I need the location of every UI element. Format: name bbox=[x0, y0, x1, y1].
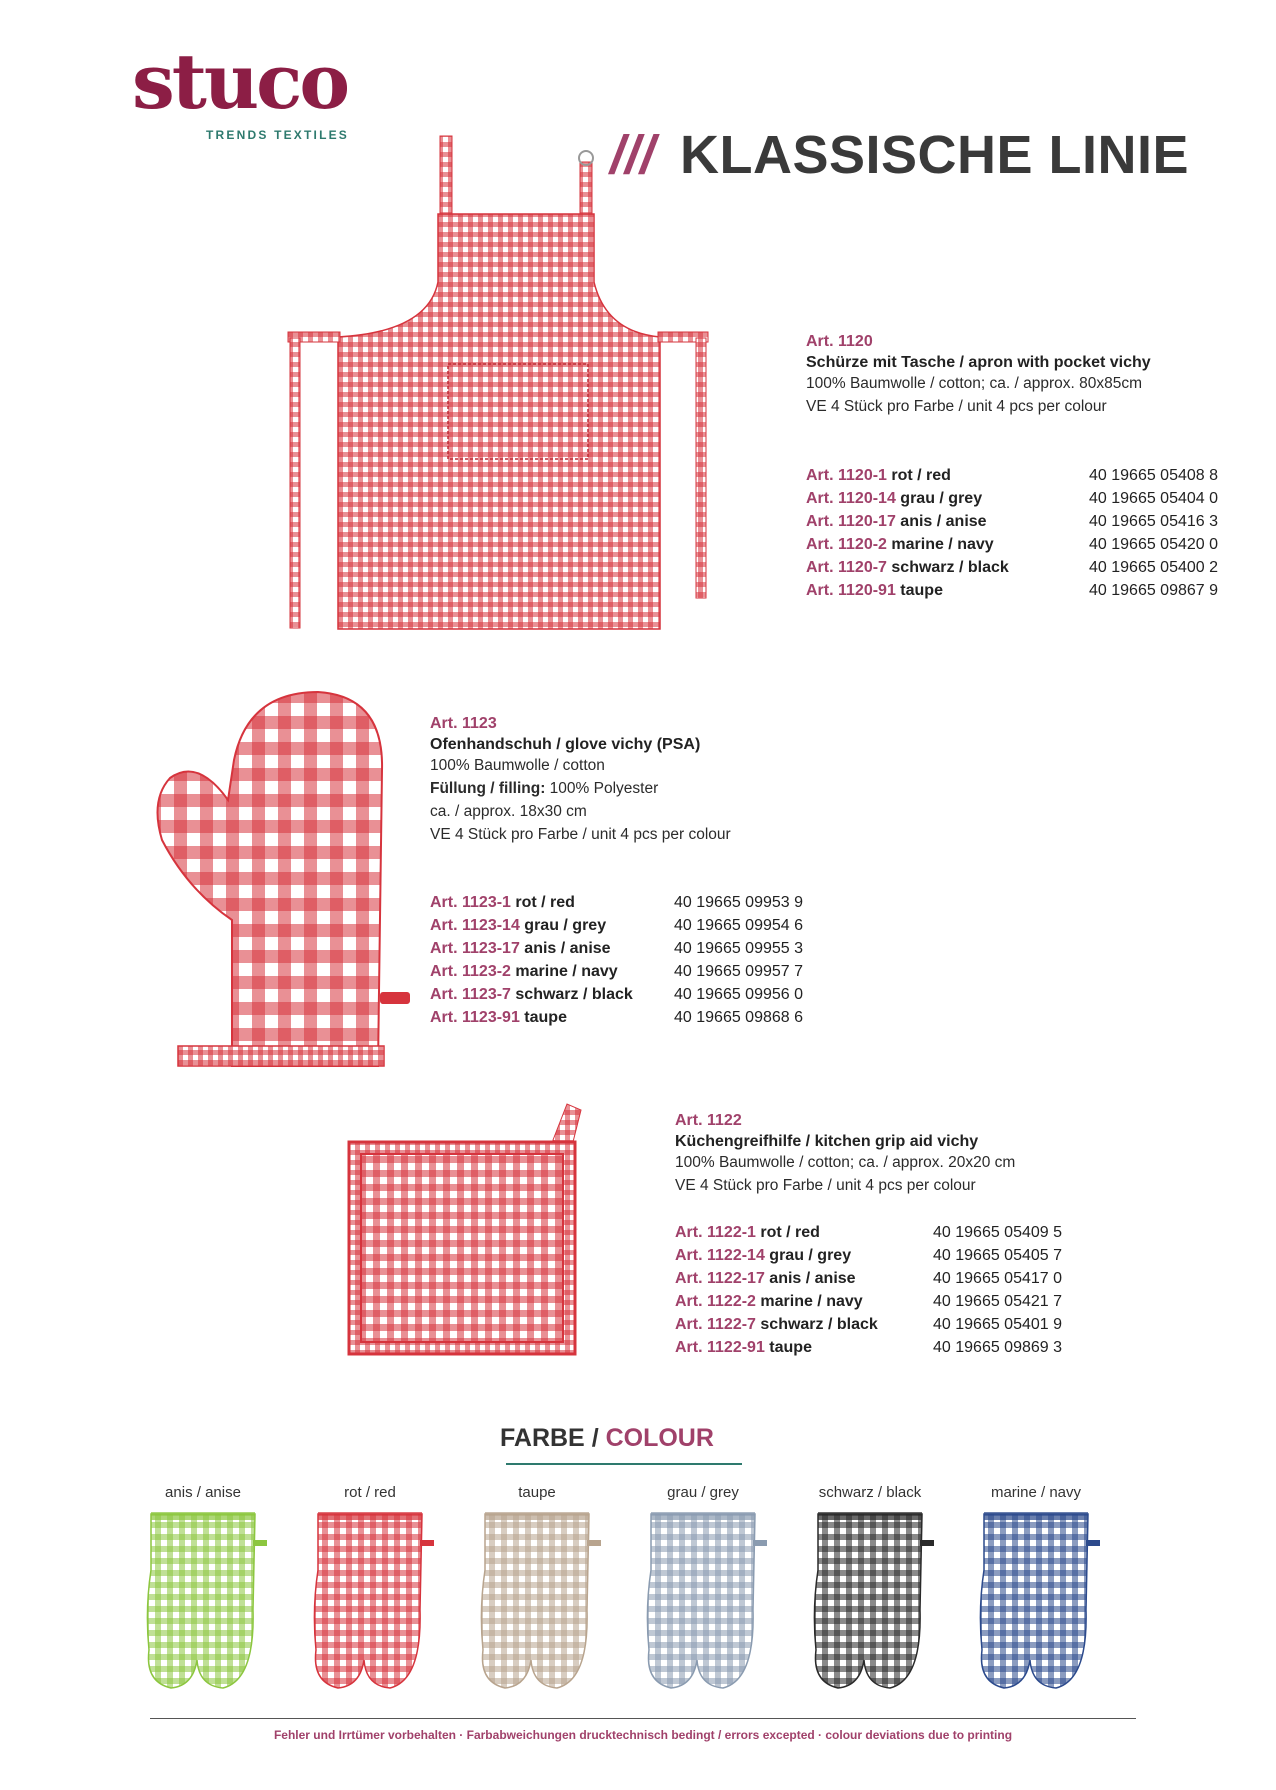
variant-ean: 40 19665 05400 2 bbox=[1089, 559, 1219, 576]
variant-colour: anis / anise bbox=[524, 940, 611, 957]
apron-image bbox=[288, 132, 758, 632]
swatch-label: rot / red bbox=[344, 1484, 396, 1501]
variant-row bbox=[430, 917, 803, 940]
variant-code: Art. 1123-7 bbox=[430, 986, 511, 1003]
swatch-cuff bbox=[485, 1512, 589, 1520]
product-desc-line: VE 4 Stück pro Farbe / unit 4 pcs per colour bbox=[675, 1177, 976, 1194]
variant-row bbox=[675, 1316, 1062, 1339]
variant-ean: 40 19665 09869 3 bbox=[933, 1339, 1063, 1356]
variant-row bbox=[675, 1270, 1062, 1293]
swatch-glove bbox=[980, 1514, 1088, 1688]
filling-value: 100% Polyester bbox=[549, 780, 659, 797]
variant-colour: grau / grey bbox=[900, 490, 983, 507]
variant-code: Art. 1120-17 bbox=[806, 513, 896, 530]
pot-holder-image bbox=[345, 1100, 585, 1360]
variant-colour: schwarz / black bbox=[515, 986, 633, 1003]
variant-label bbox=[675, 1316, 933, 1339]
variant-colour: taupe bbox=[524, 1009, 567, 1026]
variant-row bbox=[675, 1293, 1062, 1316]
variant-colour: taupe bbox=[769, 1339, 812, 1356]
oven-glove-image bbox=[148, 690, 418, 1075]
footer-divider bbox=[150, 1718, 1136, 1719]
swatch-glove-image bbox=[643, 1510, 773, 1690]
variant-code: Art. 1122-2 bbox=[675, 1293, 756, 1310]
variant-ean: 40 19665 09868 6 bbox=[674, 1009, 804, 1026]
swatch-hanging-loop bbox=[253, 1540, 267, 1546]
variant-ean: 40 19665 05408 8 bbox=[1089, 467, 1219, 484]
colour-title-de: FARBE bbox=[500, 1424, 585, 1452]
variant-code: Art. 1123-14 bbox=[430, 917, 520, 934]
variant-label bbox=[430, 1009, 674, 1032]
variant-table-apron bbox=[806, 467, 1218, 605]
variant-colour: marine / navy bbox=[515, 963, 618, 980]
swatch-glove bbox=[814, 1514, 922, 1688]
variant-ean: 40 19665 09956 0 bbox=[674, 986, 804, 1003]
variant-ean: 40 19665 05405 7 bbox=[933, 1247, 1063, 1264]
product-title: Schürze mit Tasche / apron with pocket vichy bbox=[806, 354, 1151, 371]
product-desc-line: VE 4 Stück pro Farbe / unit 4 pcs per colour bbox=[806, 398, 1107, 415]
variant-colour: taupe bbox=[900, 582, 943, 599]
product-desc-line: 100% Baumwolle / cotton; ca. / approx. 80x85cm bbox=[806, 375, 1143, 392]
swatch-cuff bbox=[151, 1512, 255, 1520]
variant-label bbox=[675, 1339, 933, 1362]
swatch-hanging-loop bbox=[753, 1540, 767, 1546]
variant-colour: rot / red bbox=[515, 894, 575, 911]
variant-code: Art. 1122-7 bbox=[675, 1316, 756, 1333]
variant-row bbox=[675, 1247, 1062, 1270]
product-title: Ofenhandschuh / glove vichy (PSA) bbox=[430, 736, 701, 753]
variant-row bbox=[430, 1009, 803, 1032]
variant-label bbox=[430, 940, 674, 963]
variant-colour: schwarz / black bbox=[891, 559, 1009, 576]
variant-label bbox=[806, 536, 1089, 559]
article-number: Art. 1123 bbox=[430, 715, 497, 732]
variant-code: Art. 1122-91 bbox=[675, 1339, 765, 1356]
swatch-glove-image bbox=[810, 1510, 940, 1690]
variant-colour: anis / anise bbox=[769, 1270, 856, 1287]
variant-code: Art. 1120-2 bbox=[806, 536, 887, 553]
product-desc-line: ca. / approx. 18x30 cm bbox=[430, 803, 587, 820]
article-number: Art. 1120 bbox=[806, 333, 873, 350]
swatch-cuff bbox=[818, 1512, 922, 1520]
variant-ean: 40 19665 09957 7 bbox=[674, 963, 804, 980]
swatch-glove bbox=[314, 1514, 422, 1688]
variant-colour: grau / grey bbox=[769, 1247, 852, 1264]
variant-table-potholder bbox=[675, 1224, 1062, 1362]
swatch-hanging-loop bbox=[1086, 1540, 1100, 1546]
heading-slashes: /// bbox=[610, 125, 656, 185]
variant-label bbox=[430, 917, 674, 940]
variant-row bbox=[806, 559, 1218, 582]
swatch-glove-image bbox=[477, 1510, 607, 1690]
variant-code: Art. 1120-1 bbox=[806, 467, 887, 484]
swatch-glove-image bbox=[310, 1510, 440, 1690]
swatch-cuff bbox=[318, 1512, 422, 1520]
variant-label bbox=[806, 467, 1089, 490]
variant-label bbox=[430, 986, 674, 1009]
swatch-glove bbox=[647, 1514, 755, 1688]
swatch-hanging-loop bbox=[420, 1540, 434, 1546]
variant-row bbox=[430, 986, 803, 1009]
variant-code: Art. 1122-14 bbox=[675, 1247, 765, 1264]
variant-code: Art. 1120-14 bbox=[806, 490, 896, 507]
product-desc-line: 100% Baumwolle / cotton bbox=[430, 757, 605, 774]
variant-label bbox=[806, 490, 1089, 513]
variant-ean: 40 19665 09867 9 bbox=[1089, 582, 1219, 599]
variant-label bbox=[675, 1293, 933, 1316]
variant-row bbox=[675, 1339, 1062, 1362]
variant-ean: 40 19665 09953 9 bbox=[674, 894, 804, 911]
variant-label bbox=[430, 963, 674, 986]
variant-code: Art. 1122-17 bbox=[675, 1270, 765, 1287]
variant-label bbox=[806, 582, 1089, 605]
variant-ean: 40 19665 05409 5 bbox=[933, 1224, 1063, 1241]
swatch-cuff bbox=[651, 1512, 755, 1520]
swatch-glove bbox=[147, 1514, 255, 1688]
variant-colour: marine / navy bbox=[760, 1293, 863, 1310]
variant-row bbox=[806, 536, 1218, 559]
swatch-hanging-loop bbox=[587, 1540, 601, 1546]
swatch-glove-image bbox=[976, 1510, 1106, 1690]
product-info-potholder bbox=[675, 1112, 1015, 1197]
variant-ean: 40 19665 05417 0 bbox=[933, 1270, 1063, 1287]
variant-colour: grau / grey bbox=[524, 917, 607, 934]
footer-note: Fehler und Irrtümer vorbehalten · Farbabweichungen drucktechnisch bedingt / errors excepted · colour deviations due to printing bbox=[273, 1728, 1013, 1742]
variant-label bbox=[806, 559, 1089, 582]
variant-label bbox=[430, 894, 674, 917]
product-title: Küchengreifhilfe / kitchen grip aid vichy bbox=[675, 1133, 979, 1150]
swatch-glove-image bbox=[143, 1510, 273, 1690]
swatch-label: grau / grey bbox=[667, 1484, 739, 1501]
variant-label bbox=[806, 513, 1089, 536]
product-info-glove bbox=[430, 715, 731, 846]
variant-code: Art. 1122-1 bbox=[675, 1224, 756, 1241]
variant-row bbox=[806, 513, 1218, 536]
variant-colour: schwarz / black bbox=[760, 1316, 878, 1333]
swatch-label: schwarz / black bbox=[818, 1484, 922, 1501]
variant-row bbox=[806, 582, 1218, 605]
colour-section-title bbox=[500, 1424, 714, 1453]
variant-row bbox=[806, 467, 1218, 490]
variant-row bbox=[675, 1224, 1062, 1247]
product-desc-line: VE 4 Stück pro Farbe / unit 4 pcs per colour bbox=[430, 826, 731, 843]
swatch-label: marine / navy bbox=[990, 1484, 1082, 1501]
variant-ean: 40 19665 05404 0 bbox=[1089, 490, 1219, 507]
variant-colour: anis / anise bbox=[900, 513, 987, 530]
variant-code: Art. 1120-91 bbox=[806, 582, 896, 599]
swatch-cuff bbox=[984, 1512, 1088, 1520]
brand-logo: stuco bbox=[132, 37, 348, 126]
swatch-hanging-loop bbox=[920, 1540, 934, 1546]
swatch-label: anis / anise bbox=[165, 1484, 241, 1501]
variant-row bbox=[430, 894, 803, 917]
variant-row bbox=[430, 963, 803, 986]
variant-colour: marine / navy bbox=[891, 536, 994, 553]
page-title: KLASSISCHE LINIE bbox=[680, 125, 1190, 185]
swatch-label: taupe bbox=[518, 1484, 556, 1501]
variant-table-glove bbox=[430, 894, 803, 1032]
product-info-apron bbox=[806, 333, 1151, 418]
variant-code: Art. 1123-91 bbox=[430, 1009, 520, 1026]
colour-title-en: COLOUR bbox=[605, 1424, 714, 1452]
variant-ean: 40 19665 09954 6 bbox=[674, 917, 804, 934]
variant-code: Art. 1123-1 bbox=[430, 894, 511, 911]
variant-ean: 40 19665 05416 3 bbox=[1089, 513, 1219, 530]
variant-code: Art. 1123-2 bbox=[430, 963, 511, 980]
variant-code: Art. 1123-17 bbox=[430, 940, 520, 957]
variant-ean: 40 19665 09955 3 bbox=[674, 940, 804, 957]
brand-tagline: TRENDS TEXTILES bbox=[206, 128, 350, 142]
variant-colour: rot / red bbox=[891, 467, 951, 484]
variant-code: Art. 1120-7 bbox=[806, 559, 887, 576]
colour-title-underline bbox=[506, 1463, 742, 1465]
variant-ean: 40 19665 05421 7 bbox=[933, 1293, 1063, 1310]
variant-colour: rot / red bbox=[760, 1224, 820, 1241]
article-number: Art. 1122 bbox=[675, 1112, 742, 1129]
variant-label bbox=[675, 1224, 933, 1247]
product-desc-line: 100% Baumwolle / cotton; ca. / approx. 20x20 cm bbox=[675, 1154, 1016, 1171]
variant-ean: 40 19665 05420 0 bbox=[1089, 536, 1219, 553]
swatch-glove bbox=[481, 1514, 589, 1688]
variant-label bbox=[675, 1270, 933, 1293]
colour-title-slash: / bbox=[591, 1424, 599, 1452]
variant-ean: 40 19665 05401 9 bbox=[933, 1316, 1063, 1333]
variant-row bbox=[430, 940, 803, 963]
variant-row bbox=[806, 490, 1218, 513]
product-filling bbox=[430, 777, 731, 800]
filling-label: Füllung / filling: bbox=[430, 780, 546, 797]
variant-label bbox=[675, 1247, 933, 1270]
